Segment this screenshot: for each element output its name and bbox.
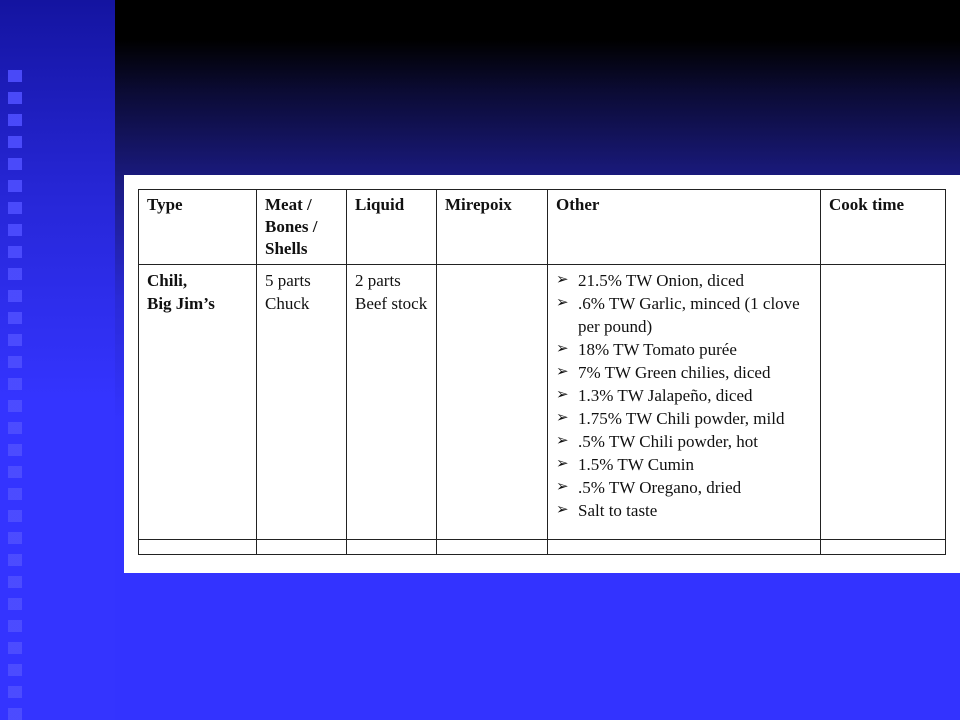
header-liquid: Liquid bbox=[347, 190, 437, 265]
type-variant: Big Jim’s bbox=[147, 294, 215, 313]
header-cook-time: Cook time bbox=[821, 190, 946, 265]
cell-type bbox=[139, 265, 257, 540]
list-item: ➢ Salt to taste bbox=[556, 501, 658, 520]
decorative-squares bbox=[8, 70, 22, 720]
header-other: Other bbox=[548, 190, 821, 265]
arrow-bullet-icon: ➢ bbox=[556, 433, 569, 449]
list-item: ➢ 1.75% TW Chili powder, mild bbox=[556, 409, 785, 428]
recipe-table bbox=[138, 189, 946, 555]
list-item: ➢ .5% TW Oregano, dried bbox=[556, 478, 742, 497]
arrow-bullet-icon: ➢ bbox=[556, 341, 569, 357]
arrow-bullet-icon: ➢ bbox=[556, 295, 569, 311]
arrow-bullet-icon: ➢ bbox=[556, 456, 569, 472]
arrow-bullet-icon: ➢ bbox=[556, 272, 569, 288]
list-item: ➢ 1.3% TW Jalapeño, diced bbox=[556, 386, 753, 405]
type-name: Chili, bbox=[147, 271, 188, 290]
list-item: ➢ 7% TW Green chilies, diced bbox=[556, 363, 771, 382]
arrow-bullet-icon: ➢ bbox=[556, 387, 569, 403]
header-type: Type bbox=[139, 190, 257, 265]
cell-cook-time bbox=[821, 265, 946, 540]
list-item: ➢ 18% TW Tomato purée bbox=[556, 340, 737, 359]
list-item: ➢ .6% TW Garlic, minced (1 clove per pound) bbox=[556, 294, 800, 336]
arrow-bullet-icon: ➢ bbox=[556, 502, 569, 518]
slide-left-strip bbox=[0, 0, 115, 720]
arrow-bullet-icon: ➢ bbox=[556, 479, 569, 495]
other-ingredients-list bbox=[556, 269, 812, 522]
arrow-bullet-icon: ➢ bbox=[556, 410, 569, 426]
empty-cell bbox=[821, 540, 946, 555]
cell-other bbox=[548, 265, 821, 540]
empty-table-row bbox=[139, 540, 946, 555]
header-mirepoix: Mirepoix bbox=[437, 190, 548, 265]
list-item: ➢ .5% TW Chili powder, hot bbox=[556, 432, 759, 451]
empty-cell bbox=[548, 540, 821, 555]
empty-cell bbox=[257, 540, 347, 555]
list-item: ➢ 21.5% TW Onion, diced bbox=[556, 271, 745, 290]
table-row bbox=[139, 265, 946, 540]
cell-liquid: 2 parts Beef stock bbox=[347, 265, 437, 540]
empty-cell bbox=[347, 540, 437, 555]
empty-cell bbox=[437, 540, 548, 555]
scanned-table-image bbox=[124, 175, 960, 573]
list-item: ➢ 1.5% TW Cumin bbox=[556, 455, 695, 474]
cell-mirepoix bbox=[437, 265, 548, 540]
empty-cell bbox=[139, 540, 257, 555]
header-row bbox=[139, 190, 946, 265]
cell-meat: 5 parts Chuck bbox=[257, 265, 347, 540]
arrow-bullet-icon: ➢ bbox=[556, 364, 569, 380]
header-meat: Meat / Bones / Shells bbox=[257, 190, 347, 265]
